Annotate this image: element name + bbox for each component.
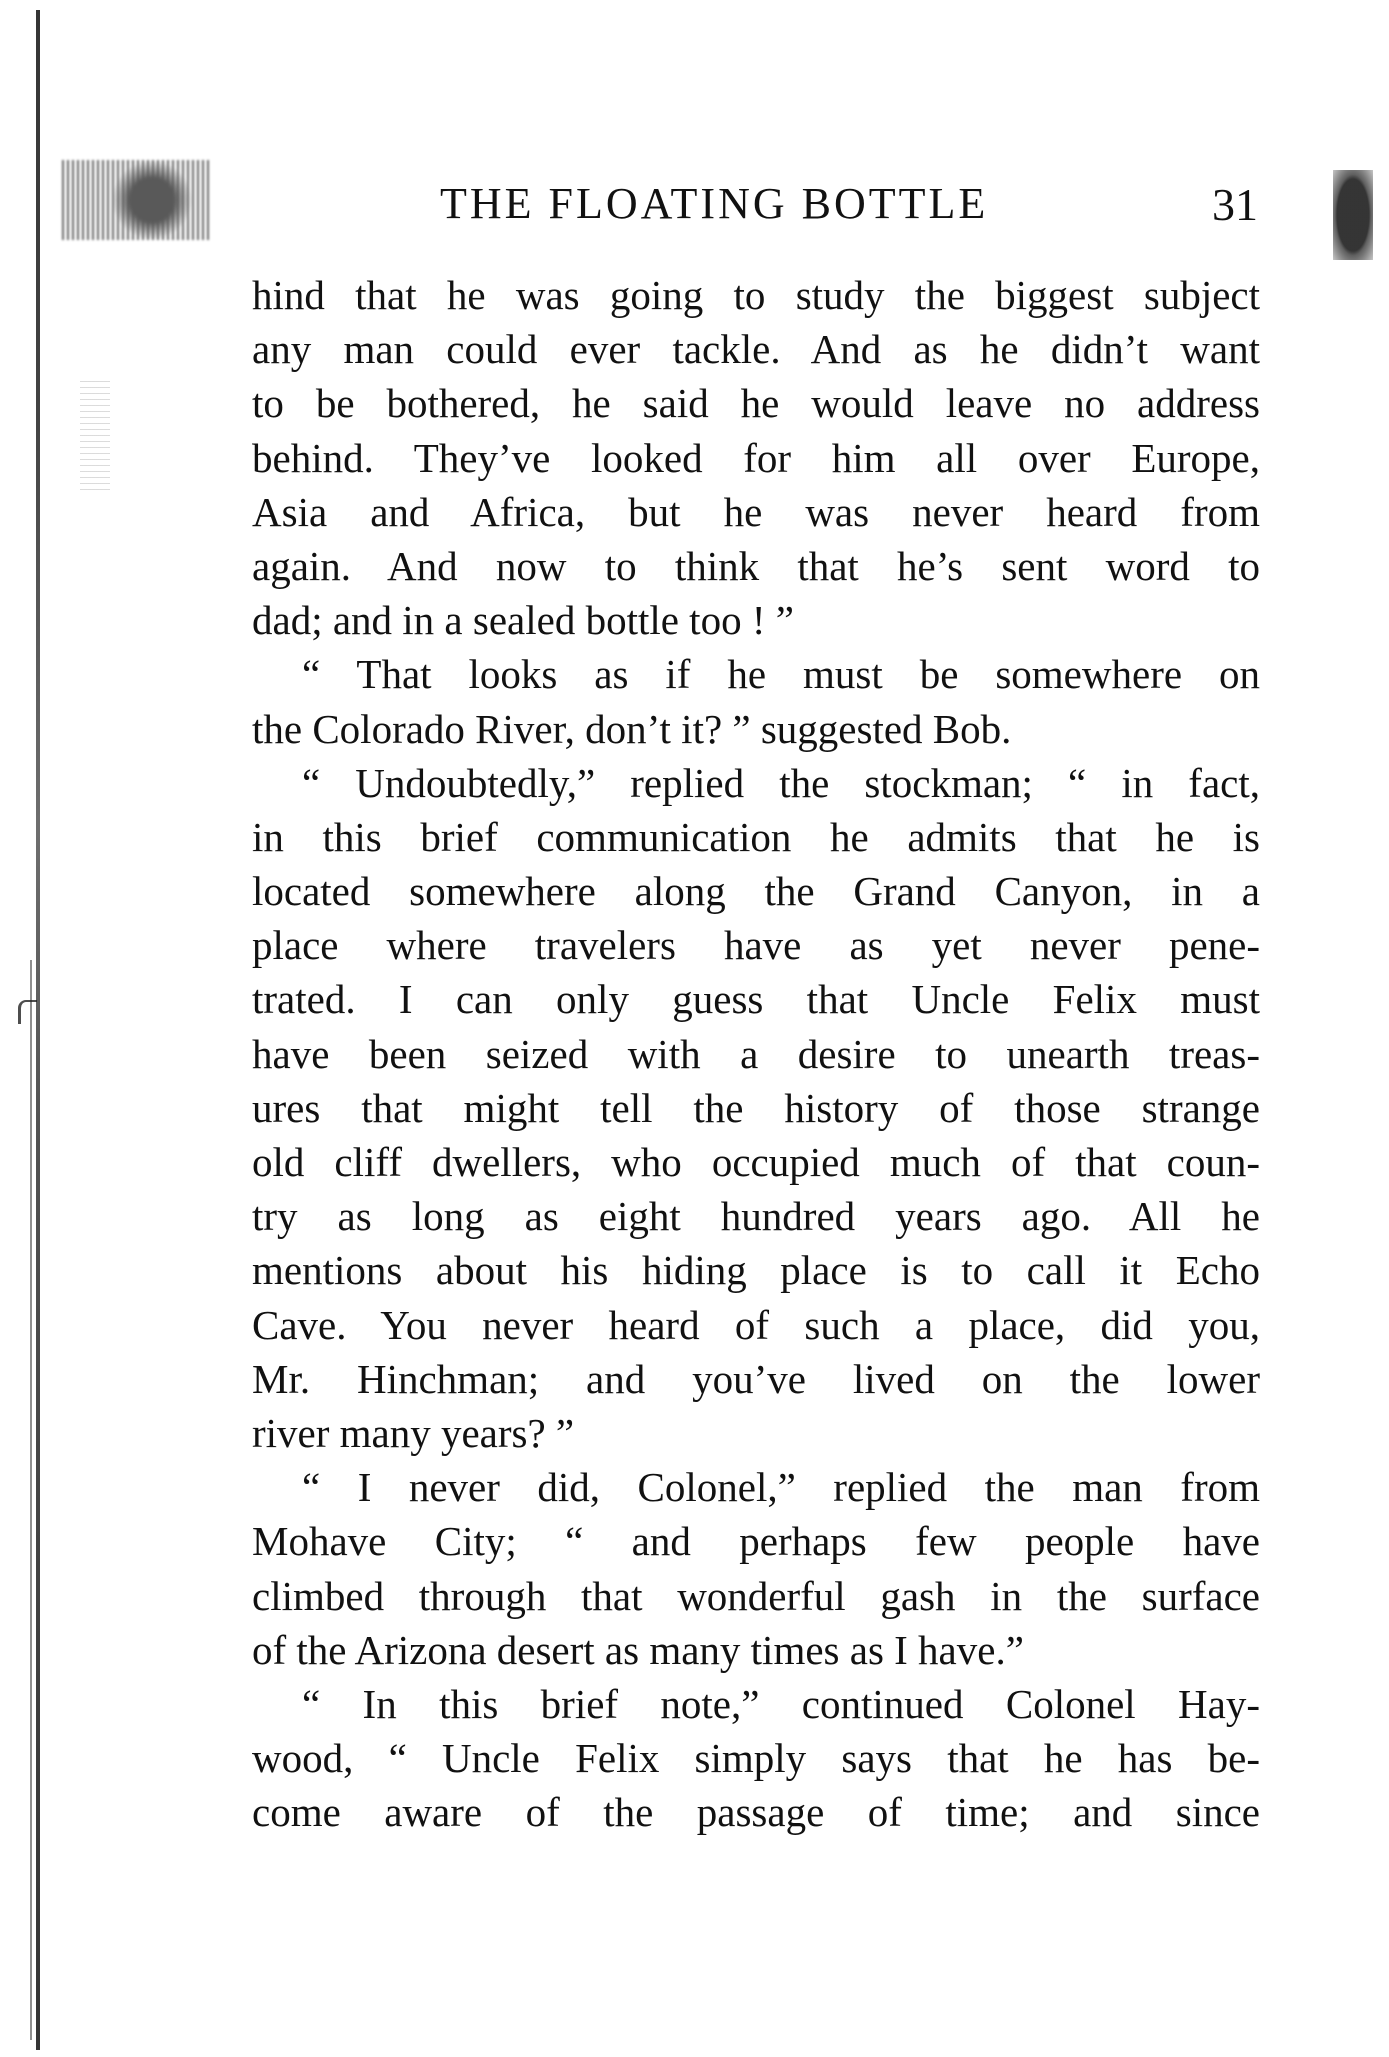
text-line: ures that might tell the history of those strange: [252, 1084, 1260, 1131]
text-line: wood, “ Uncle Felix simply says that he has be-: [252, 1735, 1260, 1782]
margin-mark: [18, 1000, 37, 1024]
text-line: have been seized with a desire to unearth treas-: [252, 1030, 1260, 1077]
page-body-text: [252, 268, 1260, 1839]
running-title: THE FLOATING BOTTLE: [440, 179, 989, 228]
text-line: behind. They’ve looked for him all over Europe,: [252, 434, 1260, 481]
text-line: Mr. Hinchman; and you’ve lived on the lower: [252, 1355, 1260, 1402]
binding-edge-shadow: [36, 10, 40, 2050]
text-line: any man could ever tackle. And as he didn’t want: [252, 326, 1260, 373]
text-line: dad; and in a sealed bottle too ! ”: [252, 597, 794, 644]
text-line: climbed through that wonderful gash in the surface: [252, 1572, 1260, 1619]
scan-speckle-faint: [80, 380, 110, 490]
text-line: “ In this brief note,” continued Colonel Hay-: [302, 1680, 1260, 1727]
text-line: place where travelers have as yet never pene-: [252, 922, 1260, 969]
text-line: Mohave City; “ and perhaps few people have: [252, 1518, 1260, 1565]
text-line: the Colorado River, don’t it? ” suggested Bob.: [252, 705, 1012, 752]
text-line: come aware of the passage of time; and since: [252, 1789, 1260, 1836]
binding-edge-shadow-secondary: [30, 960, 32, 2040]
text-line: of the Arizona desert as many times as I have.”: [252, 1626, 1024, 1673]
text-line: river many years? ”: [252, 1409, 575, 1456]
text-line: “ That looks as if he must be somewhere on: [302, 651, 1260, 698]
text-line: hind that he was going to study the biggest subject: [252, 272, 1260, 318]
text-line: in this brief communication he admits that he is: [252, 813, 1260, 860]
text-line: Asia and Africa, but he was never heard from: [252, 488, 1260, 535]
text-line: Cave. You never heard of such a place, did you,: [252, 1301, 1260, 1348]
text-line: located somewhere along the Grand Canyon, in a: [252, 868, 1260, 915]
text-line: again. And now to think that he’s sent word to: [252, 542, 1260, 589]
text-line: “ I never did, Colonel,” replied the man from: [302, 1464, 1260, 1511]
text-line: “ Undoubtedly,” replied the stockman; “ in fact,: [302, 759, 1260, 806]
page-number: 31: [1212, 179, 1258, 230]
text-line: old cliff dwellers, who occupied much of that coun-: [252, 1139, 1260, 1185]
scan-speckle-right: [1333, 170, 1373, 260]
scan-speckle-left: [62, 160, 212, 240]
text-line: trated. I can only guess that Uncle Felix must: [252, 976, 1260, 1023]
text-line: try as long as eight hundred years ago. All he: [252, 1193, 1260, 1240]
text-line: mentions about his hiding place is to call it Echo: [252, 1247, 1260, 1294]
text-line: to be bothered, he said he would leave no address: [252, 380, 1260, 427]
